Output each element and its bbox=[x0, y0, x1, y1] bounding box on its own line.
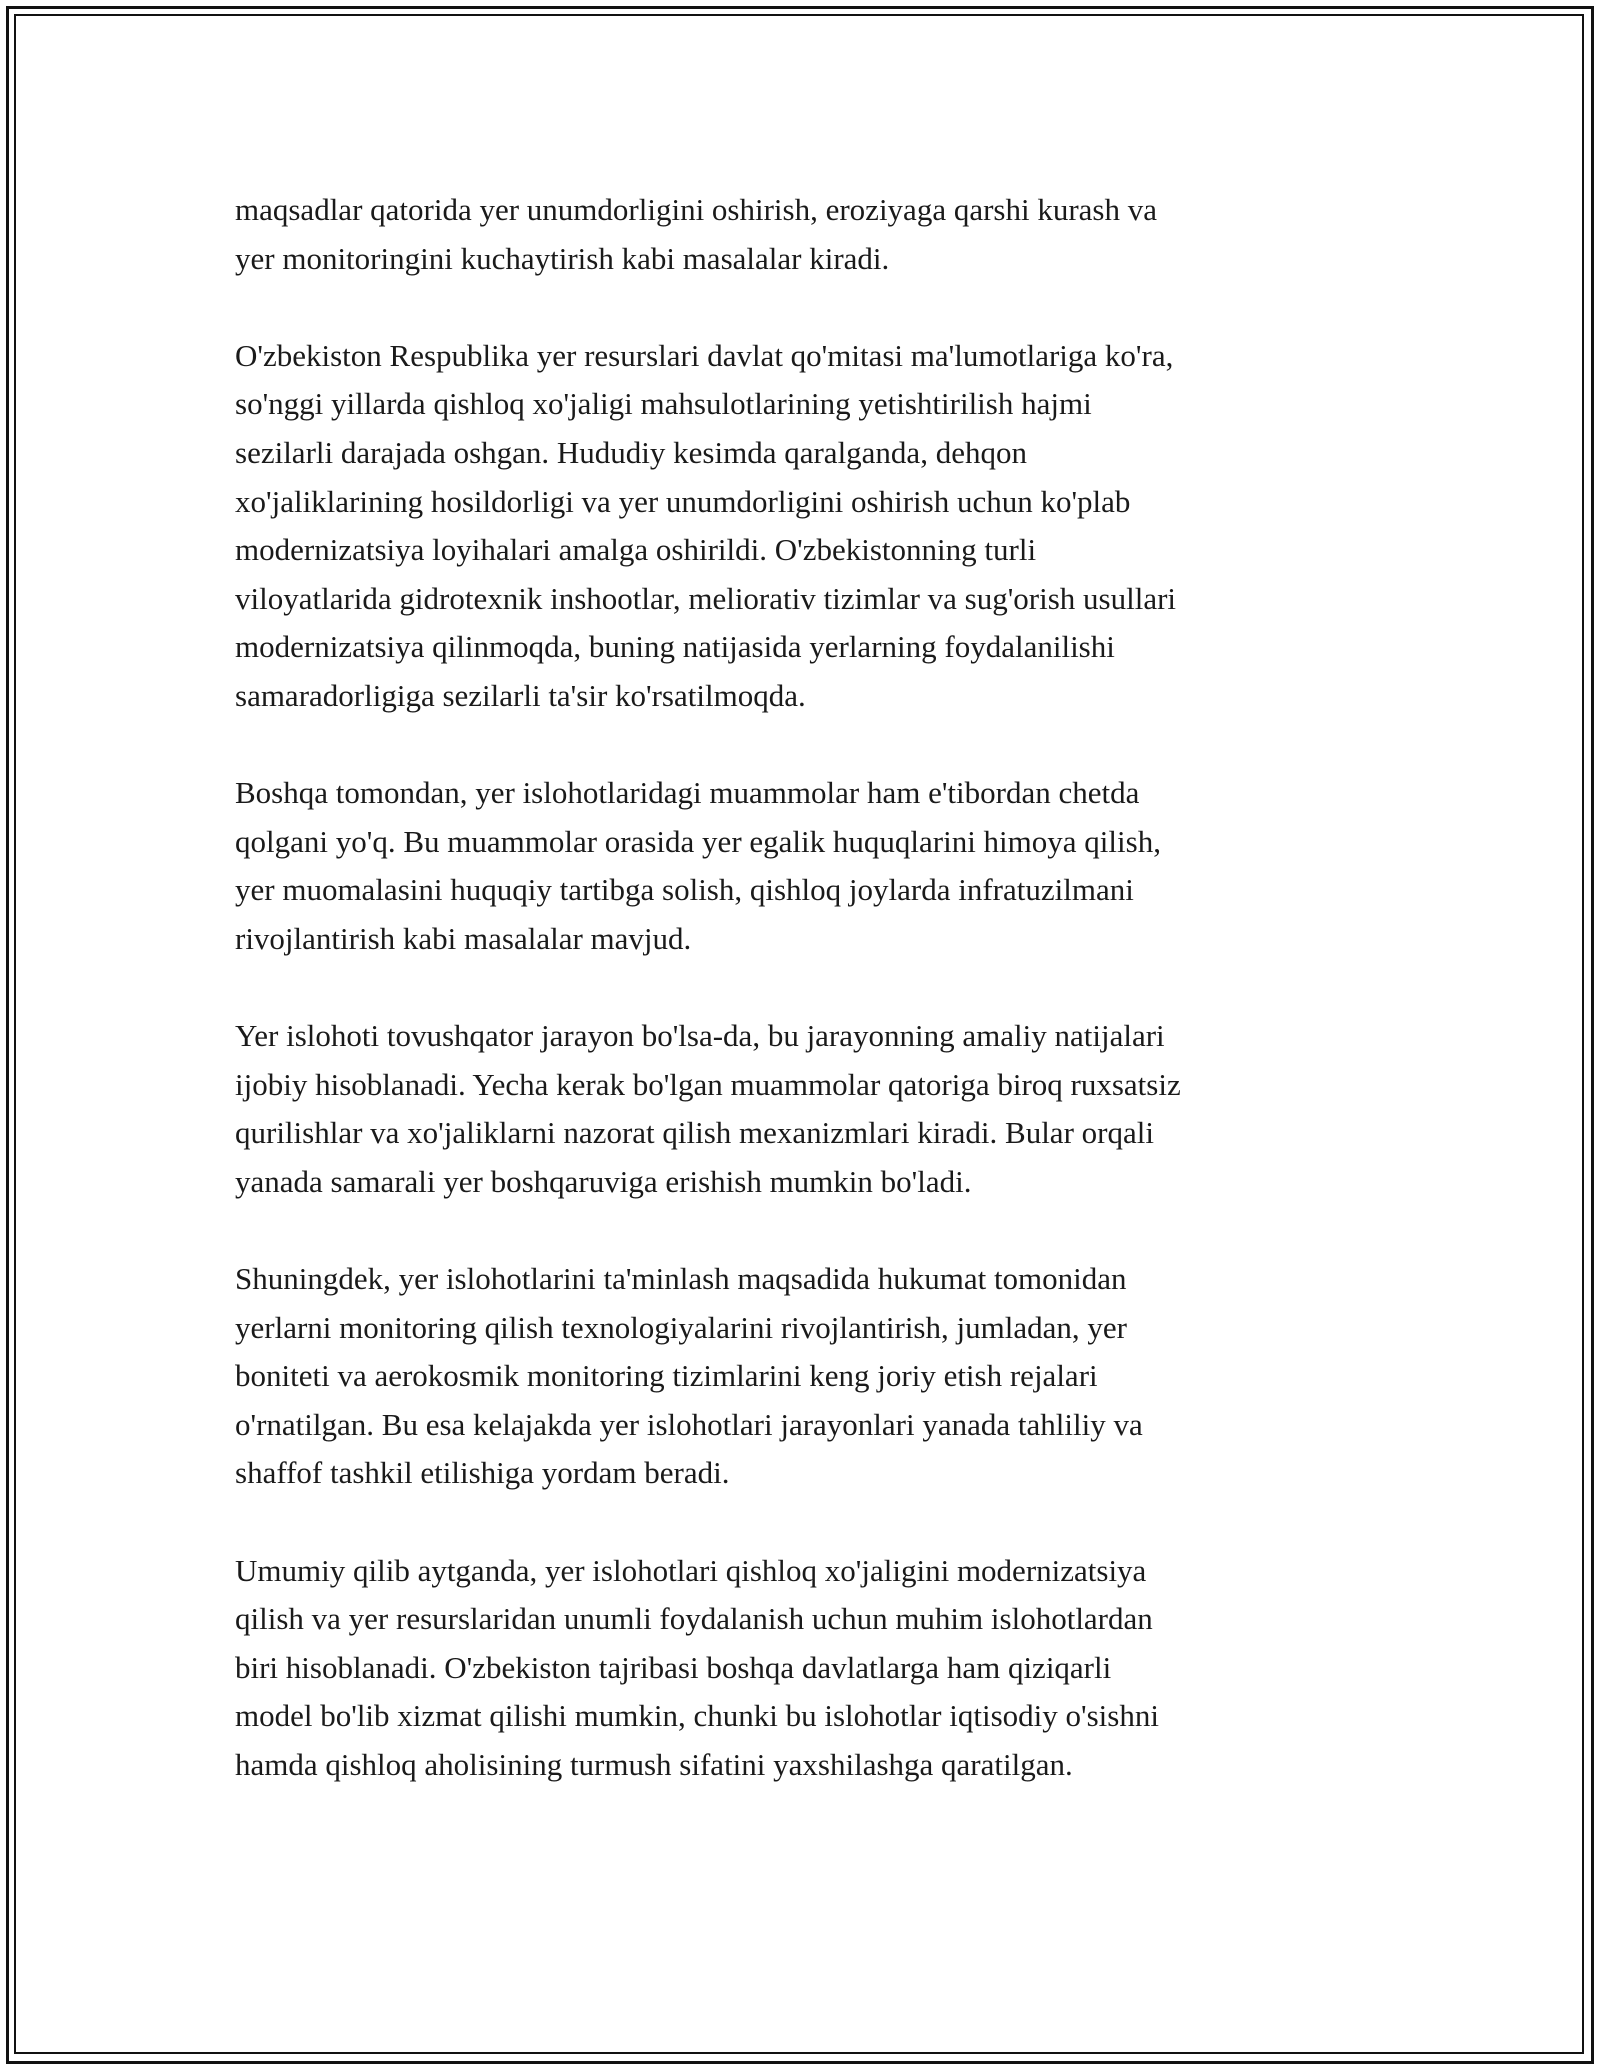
text-line: maqsadlar qatorida yer unumdorligini oshirish, eroziyaga qarshi kurash va bbox=[235, 192, 1157, 227]
text-line: ijobiy hisoblanadi. Yecha kerak bo'lgan muammolar qatoriga biroq ruxsatsiz bbox=[235, 1066, 1181, 1102]
text-line: hamda qishloq aholisining turmush sifatini yaxshilashga qaratilgan. bbox=[235, 1747, 1073, 1782]
text-line: boniteti va aerokosmik monitoring tizimlarini keng joriy etish rejalari bbox=[235, 1358, 1098, 1394]
text-line: yanada samarali yer boshqaruviga erishish mumkin bo'ladi. bbox=[235, 1163, 972, 1199]
text-line: qurilishlar va xo'jaliklarni nazorat qilish mexanizmlari kiradi. Bular orqali bbox=[235, 1115, 1154, 1151]
document-body bbox=[235, 186, 1385, 1838]
text-line: sezilarli darajada oshgan. Hududiy kesimda qaralganda, dehqon bbox=[235, 434, 1027, 470]
text-line: modernizatsiya loyihalari amalga oshirildi. O'zbekistonning turli bbox=[235, 532, 1037, 568]
text-line: qilish va yer resurslaridan unumli foydalanish uchun muhim islohotlardan bbox=[235, 1601, 1153, 1637]
text-line: Yer islohoti tovushqator jarayon bo'lsa-da, bu jarayonning amaliy natijalari bbox=[235, 1018, 1165, 1054]
text-line: modernizatsiya qilinmoqda, buning natijasida yerlarning foydalanilishi bbox=[235, 629, 1115, 665]
paragraph bbox=[235, 186, 1385, 283]
text-line: viloyatlarida gidrotexnik inshootlar, meliorativ tizimlar va sug'orish usullari bbox=[235, 580, 1177, 616]
text-line: so'nggi yillarda qishloq xo'jaligi mahsulotlarining yetishtirilish hajmi bbox=[235, 386, 1092, 422]
text-line: qolgani yo'q. Bu muammolar orasida yer egalik huquqlarini himoya qilish, bbox=[235, 823, 1161, 859]
paragraph bbox=[235, 1255, 1385, 1498]
text-line: Boshqa tomondan, yer islohotlaridagi muammolar ham e'tibordan chetda bbox=[235, 775, 1140, 811]
text-line: yer monitoringini kuchaytirish kabi masalalar kiradi. bbox=[235, 240, 890, 276]
paragraph bbox=[235, 769, 1385, 963]
text-line: O'zbekiston Respublika yer resurslari davlat qo'mitasi ma'lumotlariga ko'ra, bbox=[235, 337, 1174, 373]
text-line: xo'jaliklarining hosildorligi va yer unumdorligini oshirish uchun ko'plab bbox=[235, 483, 1131, 519]
text-line: yerlarni monitoring qilish texnologiyalarini rivojlantirish, jumladan, yer bbox=[235, 1309, 1127, 1345]
text-line: Shuningdek, yer islohotlarini ta'minlash maqsadida hukumat tomonidan bbox=[235, 1261, 1127, 1297]
text-line: yer muomalasini huquqiy tartibga solish, qishloq joylarda infratuzilmani bbox=[235, 872, 1134, 908]
text-line: samaradorligiga sezilarli ta'sir ko'rsatilmoqda. bbox=[235, 677, 806, 713]
paragraph bbox=[235, 1547, 1385, 1790]
text-line: o'rnatilgan. Bu esa kelajakda yer islohotlari jarayonlari yanada tahliliy va bbox=[235, 1406, 1143, 1442]
text-line: Umumiy qilib aytganda, yer islohotlari qishloq xo'jaligini modernizatsiya bbox=[235, 1552, 1147, 1588]
paragraph bbox=[235, 1012, 1385, 1206]
text-line: shaffof tashkil etilishiga yordam beradi. bbox=[235, 1455, 730, 1491]
text-line: biri hisoblanadi. O'zbekiston tajribasi boshqa davlatlarga ham qiziqarli bbox=[235, 1649, 1112, 1685]
text-line: model bo'lib xizmat qilishi mumkin, chunki bu islohotlar iqtisodiy o'sishni bbox=[235, 1698, 1159, 1734]
text-line: rivojlantirish kabi masalalar mavjud. bbox=[235, 920, 692, 956]
paragraph bbox=[235, 332, 1385, 721]
